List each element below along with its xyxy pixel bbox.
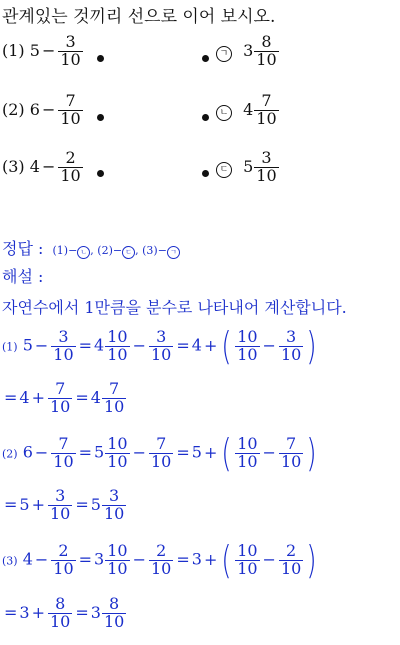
- circled-mark: ㄷ: [216, 162, 232, 178]
- answer-line: 정답 : (1)− ㄴ , (2)− ㄷ , (3)− ㄱ: [2, 236, 180, 259]
- solution-2-line-1: (2) 6 − $\frac{7}{10}$ = 5 $\frac{10}{10}$ − $\frac{7}{10}$ = 5 + ( $\frac{10}{10}$ − $\frac{7}{10}$ ): [2, 431, 317, 475]
- fraction: $\frac{3}{10}$: [256, 148, 277, 185]
- choice-1: ㄱ 3 $\frac{8}{10}$: [216, 34, 280, 69]
- fraction: $\frac{3}{10}$: [60, 32, 81, 69]
- connect-dot-right-1[interactable]: [202, 55, 209, 62]
- solution-3-line-2: = 3 + $\frac{8}{10}$ = 3 $\frac{8}{10}$: [4, 594, 125, 631]
- fraction: $\frac{7}{10}$: [60, 91, 81, 128]
- circled-mark: ㄱ: [216, 46, 232, 62]
- solution-1-line-1: (1) 5 − $\frac{3}{10}$ = 4 $\frac{10}{10}$ − $\frac{3}{10}$ = 4 + ( $\frac{10}{10}$ − $\frac{3}{10}$ ): [2, 324, 317, 368]
- connect-dot-left-1[interactable]: [97, 55, 104, 62]
- choice-3: ㄷ 5 $\frac{3}{10}$: [216, 150, 280, 185]
- problem-1: (1) 5 − $\frac{3}{10}$: [2, 32, 81, 69]
- solution-1-line-2: = 4 + $\frac{7}{10}$ = 4 $\frac{7}{10}$: [4, 379, 125, 416]
- answer-label: 정답 :: [2, 239, 44, 258]
- connect-dot-right-3[interactable]: [202, 170, 209, 177]
- problem-2: (2) 6 − $\frac{7}{10}$: [2, 91, 81, 128]
- fraction: $\frac{7}{10}$: [256, 91, 277, 128]
- problem-3: (3) 4 − $\frac{2}{10}$: [2, 148, 81, 185]
- explanation-label: 해설 :: [2, 267, 44, 286]
- fraction: $\frac{2}{10}$: [60, 148, 81, 185]
- connect-dot-left-2[interactable]: [97, 114, 104, 121]
- problem-number: (1): [2, 40, 25, 60]
- circled-mark: ㄴ: [216, 105, 232, 121]
- fraction: $\frac{8}{10}$: [256, 32, 277, 69]
- connect-dot-right-2[interactable]: [202, 114, 209, 121]
- circled-mark: ㄴ: [77, 246, 90, 259]
- solution-2-line-2: = 5 + $\frac{3}{10}$ = 5 $\frac{3}{10}$: [4, 486, 125, 523]
- choice-2: ㄴ 4 $\frac{7}{10}$: [216, 93, 280, 128]
- connect-dot-left-3[interactable]: [97, 170, 104, 177]
- circled-mark: ㄷ: [122, 246, 135, 259]
- problem-number: (2): [2, 99, 25, 119]
- problem-number: (3): [2, 156, 25, 176]
- question-title: 관계있는 것끼리 선으로 이어 보시오.: [2, 7, 276, 27]
- explanation-text: 자연수에서 1만큼을 분수로 나타내어 계산합니다.: [2, 298, 347, 317]
- solution-3-line-1: (3) 4 − $\frac{2}{10}$ = 3 $\frac{10}{10}$ − $\frac{2}{10}$ = 3 + ( $\frac{10}{10}$ − $\frac{2}{10}$ ): [2, 538, 317, 582]
- circled-mark: ㄱ: [167, 246, 180, 259]
